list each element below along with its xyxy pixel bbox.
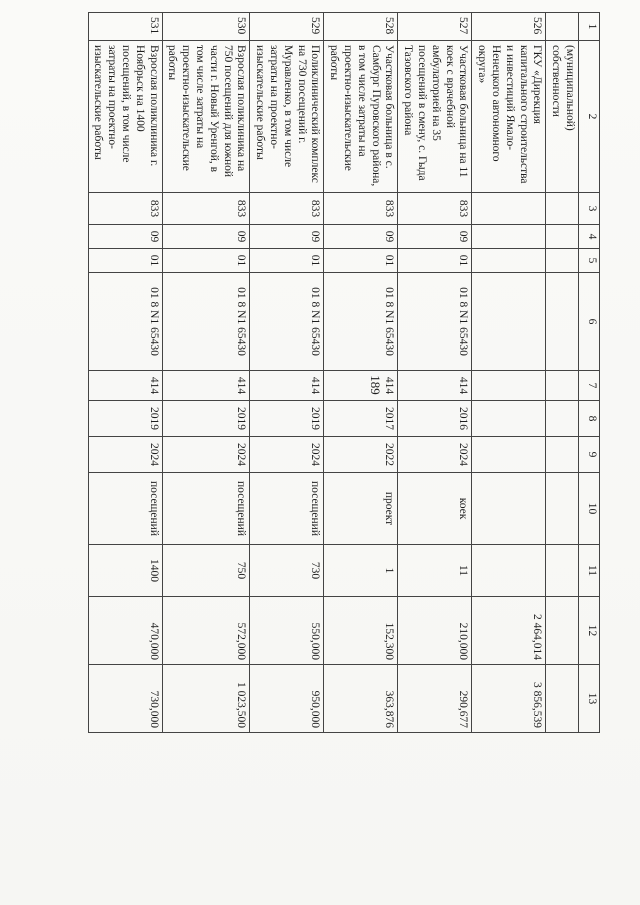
table-cell-c10: посещений: [162, 473, 250, 545]
table-cell-c9: 2024: [88, 437, 162, 473]
table-cell-c12: 572,000: [162, 597, 250, 665]
table-cell-c8: [472, 401, 546, 437]
table-cell-c6: 01 8 N1 65430: [88, 273, 162, 371]
table-cell-c4: 09: [250, 225, 324, 249]
table-cell-c9: 2024: [162, 437, 250, 473]
table-row: [546, 13, 579, 733]
column-header: 8: [579, 401, 600, 437]
table-cell-c8: 2017: [324, 401, 398, 437]
table-row: [162, 13, 250, 733]
column-header: 5: [579, 249, 600, 273]
table-cell-c5: 01: [88, 249, 162, 273]
table-cell-c13: 3 856,539: [472, 665, 546, 733]
table-cell-c9: [546, 437, 579, 473]
table-cell-c10: [546, 473, 579, 545]
column-header: 13: [579, 665, 600, 733]
table-cell-c12: 550,000: [250, 597, 324, 665]
table-cell-c9: [472, 437, 546, 473]
column-header: 7: [579, 371, 600, 401]
table-cell-c10: посещений: [250, 473, 324, 545]
table-cell-c7: [472, 371, 546, 401]
table-cell-n: 528: [324, 13, 398, 41]
table-cell-name: ГКУ «Дирекция капитального строительства и инвестиций Ямало-Ненецкого автономного округа»: [472, 41, 546, 193]
table-cell-c10: коек: [398, 473, 472, 545]
table-cell-name: Участковая больница в с. Самбург Пуровского района, в том числе затраты на проектно-изыскательские работы: [324, 41, 398, 193]
table-cell-c12: 470,000: [88, 597, 162, 665]
table-cell-c13: 730,000: [88, 665, 162, 733]
column-header: 1: [579, 13, 600, 41]
table-cell-c12: 152,300: [324, 597, 398, 665]
table-cell-n: 527: [398, 13, 472, 41]
table-cell-c11: 750: [162, 545, 250, 597]
table-cell-c4: 09: [398, 225, 472, 249]
table-cell-c8: 2019: [250, 401, 324, 437]
table-row: [250, 13, 324, 733]
table-cell-c11: 1: [324, 545, 398, 597]
column-header: 11: [579, 545, 600, 597]
table-cell-c8: [546, 401, 579, 437]
table-cell-c3: 833: [398, 193, 472, 225]
table-cell-name: (муниципальной) собственности: [546, 41, 579, 193]
table-cell-c11: 1400: [88, 545, 162, 597]
table-cell-c5: 01: [250, 249, 324, 273]
table-cell-n: 531: [88, 13, 162, 41]
table-cell-c7: 414: [324, 371, 398, 401]
table-cell-c10: проект: [324, 473, 398, 545]
table-cell-c9: 2022: [324, 437, 398, 473]
table-cell-c4: [472, 225, 546, 249]
column-header: 10: [579, 473, 600, 545]
table-cell-c3: 833: [88, 193, 162, 225]
table-header-row: [579, 13, 600, 733]
table-cell-n: [546, 13, 579, 41]
table-body: [88, 13, 578, 733]
table-cell-name: Поликлинический комплекс на 730 посещений г. Муравленко, в том числе затраты на проектно-изыскательские работы: [250, 41, 324, 193]
table-cell-c7: 414: [88, 371, 162, 401]
table-cell-c12: 2 464,014: [472, 597, 546, 665]
table-cell-c13: 363,876: [324, 665, 398, 733]
table-cell-c7: 414: [162, 371, 250, 401]
column-header: 6: [579, 273, 600, 371]
table-cell-c8: 2016: [398, 401, 472, 437]
table-cell-n: 529: [250, 13, 324, 41]
table-cell-c5: [472, 249, 546, 273]
table-cell-c7: 414: [398, 371, 472, 401]
budget-table: [88, 12, 600, 733]
table-cell-c10: [472, 473, 546, 545]
table-cell-c3: 833: [324, 193, 398, 225]
table-cell-name: Взрослая поликлиника г. Ноябрьск на 1400 посещений, в том числе затраты на проектно-изыскательские работы: [88, 41, 162, 193]
table-row: [88, 13, 162, 733]
table-cell-c10: посещений: [88, 473, 162, 545]
table-cell-c13: 1 023,500: [162, 665, 250, 733]
table-cell-c7: 414: [250, 371, 324, 401]
table-cell-c13: 290,677: [398, 665, 472, 733]
column-header: 2: [579, 41, 600, 193]
table-cell-c7: [546, 371, 579, 401]
table-cell-c5: 01: [398, 249, 472, 273]
column-header: 4: [579, 225, 600, 249]
table-cell-c8: 2019: [88, 401, 162, 437]
table-cell-name: Участковая больница на 11 коек с врачебной амбулаторией на 35 посещений в смену, с. Гыда Тазовского района: [398, 41, 472, 193]
table-row: [324, 13, 398, 733]
table-cell-c12: [546, 597, 579, 665]
table-cell-c6: 01 8 N1 65430: [398, 273, 472, 371]
table-row: [398, 13, 472, 733]
table-cell-c5: [546, 249, 579, 273]
column-header: 12: [579, 597, 600, 665]
table-cell-c9: 2024: [250, 437, 324, 473]
table-cell-c8: 2019: [162, 401, 250, 437]
table-cell-c6: [472, 273, 546, 371]
table-cell-c4: [546, 225, 579, 249]
table-cell-c9: 2024: [398, 437, 472, 473]
table-row: [472, 13, 546, 733]
table-cell-c11: [546, 545, 579, 597]
table-cell-c13: 950,000: [250, 665, 324, 733]
table-cell-name: Взрослая поликлиника на 750 посещений для южной части г. Новый Уренгой, в том числе затраты на проектно-изыскательские работы: [162, 41, 250, 193]
table-cell-c11: 11: [398, 545, 472, 597]
page-number: 189: [368, 375, 383, 395]
column-header: 3: [579, 193, 600, 225]
table-cell-c3: 833: [250, 193, 324, 225]
table-cell-c4: 09: [88, 225, 162, 249]
table-cell-c5: 01: [324, 249, 398, 273]
table-cell-c3: 833: [162, 193, 250, 225]
table-cell-c6: [546, 273, 579, 371]
table-cell-c11: 730: [250, 545, 324, 597]
column-header: 9: [579, 437, 600, 473]
table-cell-c6: 01 8 N1 65430: [162, 273, 250, 371]
table-cell-c4: 09: [162, 225, 250, 249]
table-cell-c12: 210,000: [398, 597, 472, 665]
table-cell-n: 526: [472, 13, 546, 41]
table-cell-c6: 01 8 N1 65430: [324, 273, 398, 371]
table-cell-c11: [472, 545, 546, 597]
table-cell-n: 530: [162, 13, 250, 41]
table-cell-c3: [546, 193, 579, 225]
table-cell-c5: 01: [162, 249, 250, 273]
table-cell-c3: [472, 193, 546, 225]
rotated-table-sheet: [88, 12, 630, 742]
table-cell-c13: [546, 665, 579, 733]
table-cell-c4: 09: [324, 225, 398, 249]
table-cell-c6: 01 8 N1 65430: [250, 273, 324, 371]
